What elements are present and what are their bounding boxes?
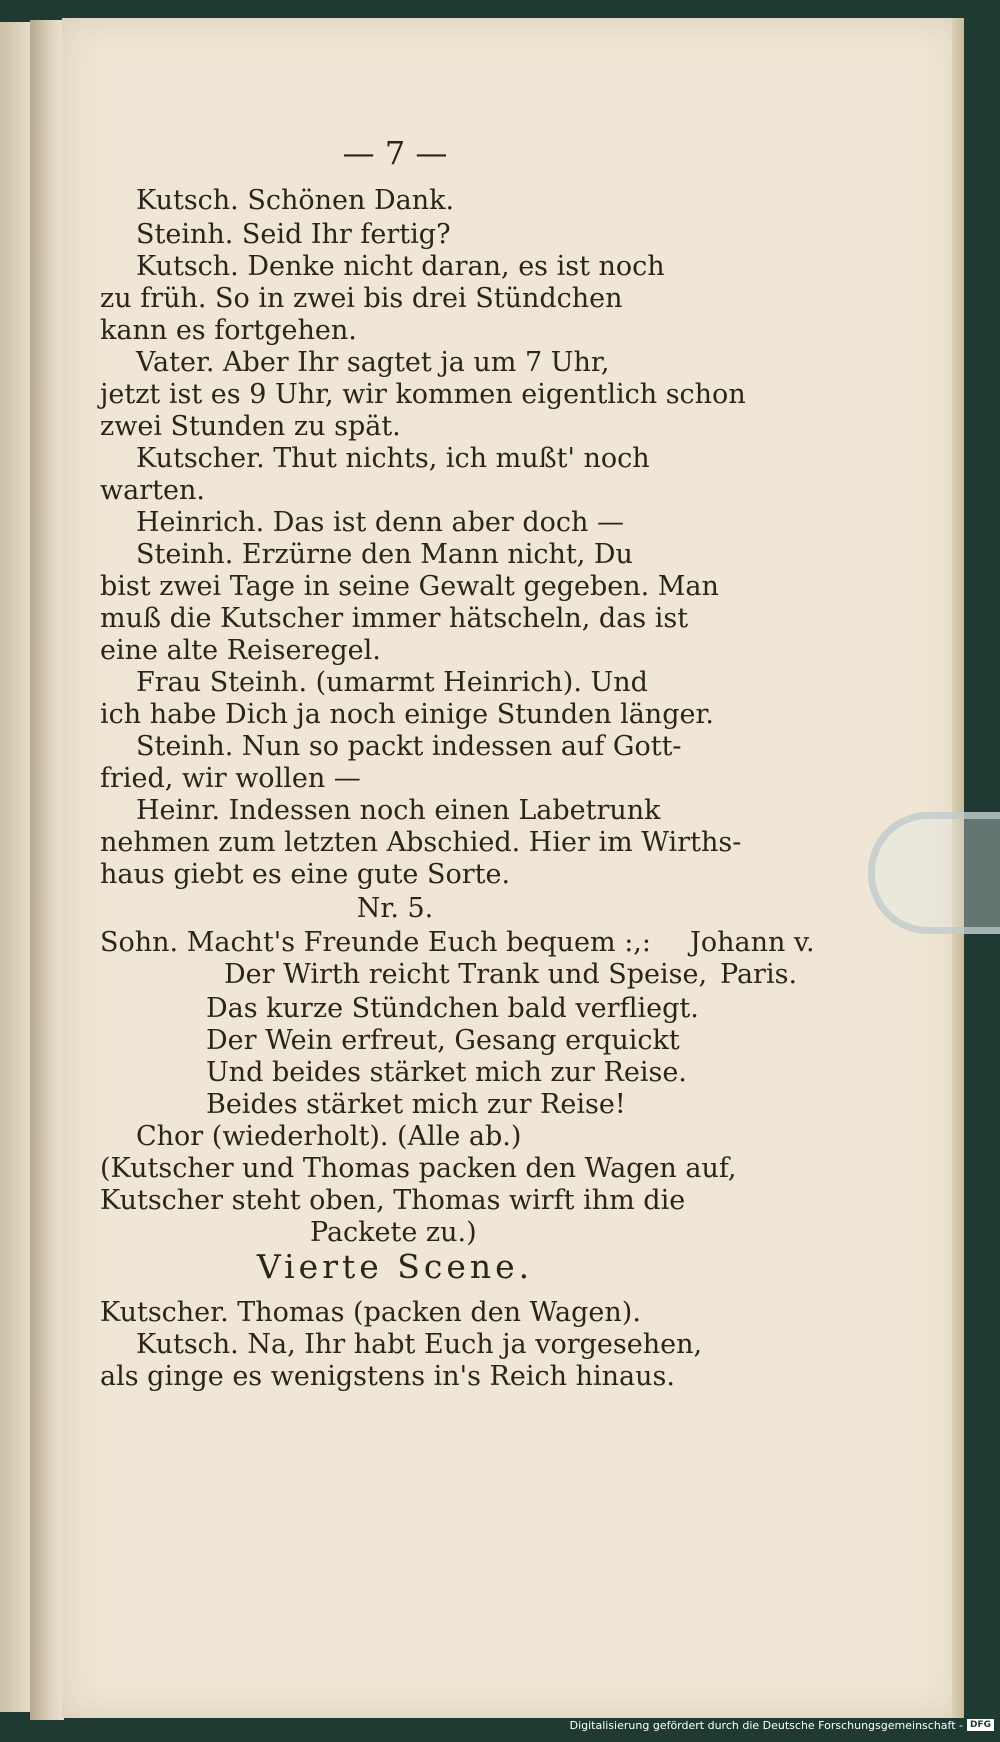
song-number: Nr. 5. [356,893,434,924]
text-line: Frau Steinh. (umarmt Heinrich). Und [136,667,648,698]
text-line: Kutsch. Schönen Dank. [136,185,455,216]
verse-line: Das kurze Stündchen bald verfliegt. [206,993,699,1024]
text-line: nehmen zum letzten Abschied. Hier im Wirths- [100,827,742,858]
text-line: Steinh. Erzürne den Mann nicht, Du [136,539,633,570]
margin-note: Paris. [720,959,798,990]
stage-direction: (Kutscher und Thomas packen den Wagen auf, [100,1153,737,1184]
text-line: muß die Kutscher immer hätscheln, das ist [100,603,689,634]
stage-direction: Kutscher steht oben, Thomas wirft ihm die [100,1185,686,1216]
verse-line: Der Wein erfreut, Gesang erquickt [206,1025,680,1056]
verse-line: Beides stärket mich zur Reise! [206,1089,626,1120]
text-line: jetzt ist es 9 Uhr, wir kommen eigentlich schon [100,379,746,410]
text-line: Steinh. Nun so packt indessen auf Gott- [136,731,682,762]
text-line: Chor (wiederholt). (Alle ab.) [136,1121,522,1152]
text-line: Kutscher. Thut nichts, ich mußt' noch [136,443,650,474]
text-line: Kutscher. Thomas (packen den Wagen). [100,1297,641,1328]
text-line: Heinr. Indessen noch einen Labetrunk [136,795,661,826]
text-line: Sohn. Macht's Freunde Euch bequem :,: [100,927,651,958]
text-line: Vater. Aber Ihr sagtet ja um 7 Uhr, [136,347,610,378]
text-line: eine alte Reiseregel. [100,635,381,666]
scene-heading: Vierte Scene. [256,1247,534,1286]
text-line: Steinh. Seid Ihr fertig? [136,219,451,250]
text-line: Kutsch. Denke nicht daran, es ist noch [136,251,665,282]
dfg-logo: DFG [967,1719,994,1731]
text-line: Heinrich. Das ist denn aber doch — [136,507,624,538]
page-number: — 7 — [342,134,448,172]
stage-direction: Packete zu.) [310,1217,477,1248]
verse-line: Und beides stärket mich zur Reise. [206,1057,687,1088]
margin-note: Johann v. [690,927,815,958]
text-line: haus giebt es eine gute Sorte. [100,859,511,890]
text-line: bist zwei Tage in seine Gewalt gegeben. Man [100,571,719,602]
text-line: fried, wir wollen — [100,763,361,794]
text-line: zwei Stunden zu spät. [100,411,401,442]
text-line: kann es fortgehen. [100,315,357,346]
footer-credit: Digitalisierung gefördert durch die Deutsche Forschungsgemeinschaft - [569,1718,963,1732]
text-line: warten. [100,475,205,506]
verse-line: Der Wirth reicht Trank und Speise, [224,959,708,990]
text-line: zu früh. So in zwei bis drei Stündchen [100,283,623,314]
digitization-footer [570,1716,994,1734]
text-line: ich habe Dich ja noch einige Stunden länger. [100,699,714,730]
text-line: als ginge es wenigstens in's Reich hinaus. [100,1361,675,1392]
text-line: Kutsch. Na, Ihr habt Euch ja vorgesehen, [136,1329,703,1360]
